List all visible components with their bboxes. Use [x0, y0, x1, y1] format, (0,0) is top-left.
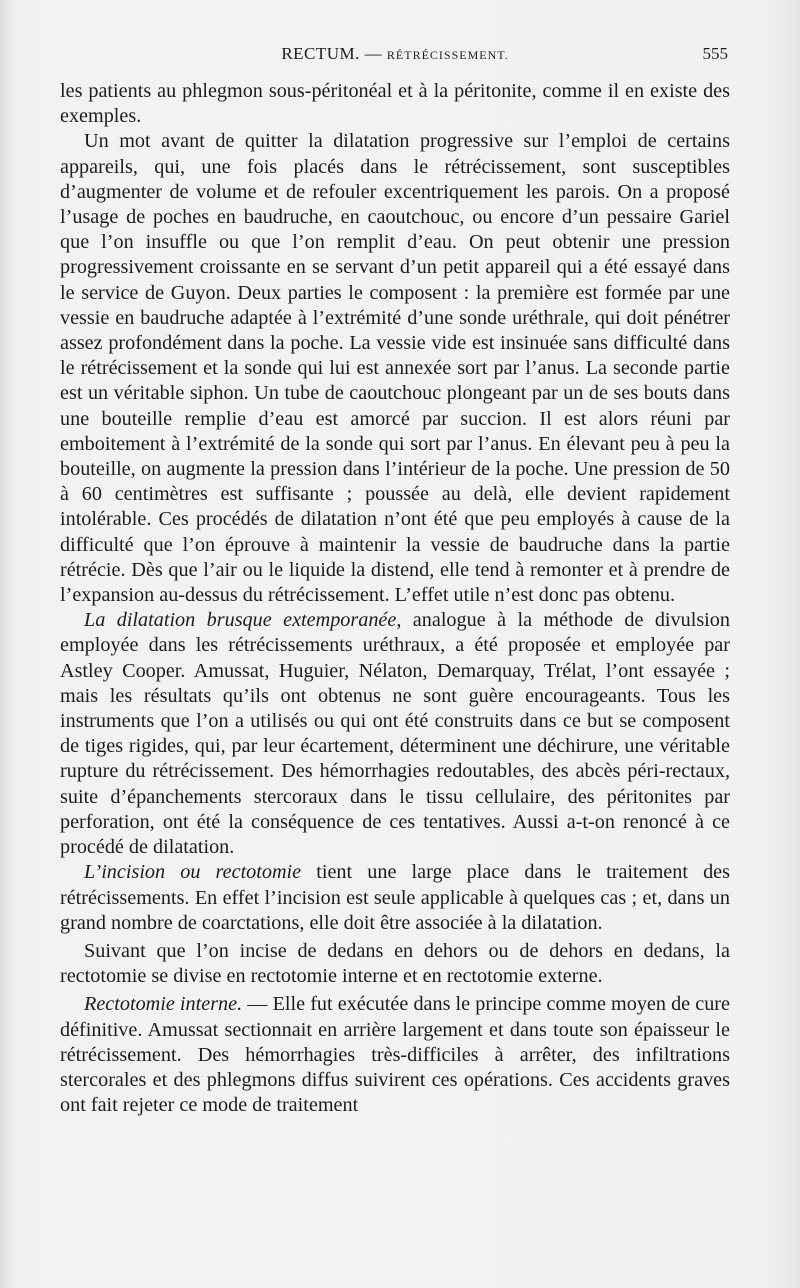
header-dash: —	[364, 44, 383, 63]
paragraph-lead-italic: La dilatation brusque extemporanée	[84, 609, 397, 632]
body-text	[60, 79, 730, 1118]
paragraph	[60, 79, 730, 129]
header-subtitle: RÉTRÉCISSEMENT.	[386, 48, 509, 62]
paragraph-text: tient une large place dans le traitement des rétrécissements. En effet l’incision est seule applicable à quelques cas ; et, dans un grand nombre de coarctations, elle doit être associée à la dilatation.	[60, 861, 730, 934]
running-head	[60, 44, 730, 72]
paragraph-lead-italic: Rectotomie interne.	[84, 993, 243, 1016]
paragraph-text: , analogue à la méthode de divulsion employée dans les rétrécissements uréthraux, a été proposée et employée par Astley Cooper. Amussat, Huguier, Nélaton, Demarquay, Trélat, l’ont essayée ; mais les résultats qu’ils ont obtenus ne sont guère encourageants. Tous les instruments que l’on a utilisés ou qui ont été construits dans ce but se composent de tiges rigides, qui, par leur écartement, déterminent une déchirure, une véritable rupture du rétrécissement. Des hémorrhagies redoutables, des abcès péri-rectaux, suite d’épanchements stercoraux dans le tissu cellulaire, des péritonites par perforation, ont été la conséquence de ces tentatives. Aussi a-t-on renoncé à ce procédé de dilatation.	[60, 609, 730, 859]
paragraph-text: Suivant que l’on incise de dedans en dehors ou de dehors en dedans, la rectotomie se divise en rectotomie interne et en rectotomie externe.	[60, 939, 730, 988]
paragraph-text: Un mot avant de quitter la dilatation progressive sur l’emploi de certains appareils, qui, une fois placés dans le rétrécissement, sont susceptibles d’augmenter de volume et de refouler excentriquement les parois. On a proposé l’usage de poches en baudruche, en caoutchouc, ou encore d’un pessaire Gariel que l’on insuffle ou que l’on remplit d’eau. On peut obtenir une pression progressivement croissante en se servant d’un petit appareil qui a été essayé dans le service de Guyon. Deux parties le composent : la première est formée par une vessie en baudruche adaptée à l’extrémité d’une sonde uréthrale, qui doit pénétrer assez profondément dans la poche. La vessie vide est insinuée sans difficulté dans le rétrécissement et la sonde qui lui est annexée sort par l’anus. La seconde partie est un véritable siphon. Un tube de caoutchouc plongeant par un de ses bouts dans une bouteille remplie d’eau est amorcé par succion. Il est alors réuni par emboitement à l’extrémité de la sonde qui sort par l’anus. En élevant peu à peu la bouteille, on augmente la pression dans l’intérieur de la poche. Une pression de 50 à 60 centimètres est suffisante ; poussée au delà, elle devient rapidement intolérable. Ces procédés de dilatation n’ont été que peu employés à cause de la difficulté que l’on éprouve à maintenir la vessie de baudruche dans la partie rétrécie. Dès que l’air ou le liquide la distend, elle tend à remonter et à prendre de l’expansion au-dessus du rétrécissement. L’effet utile n’est donc pas obtenu.	[60, 130, 730, 607]
paragraph-lead-italic: L’incision ou rectotomie	[84, 861, 302, 884]
paragraph	[60, 608, 730, 860]
paragraph-text: les patients au phlegmon sous-péritonéal et à la péritonite, comme il en existe des exemples.	[60, 80, 730, 128]
header-title: RECTUM.	[281, 44, 360, 63]
running-title	[60, 44, 730, 64]
paragraph-text: — Elle fut exécutée dans le principe comme moyen de cure définitive. Amussat sectionnait en arrière largement et dans toute son épaisseur le rétrécissement. Des hémorrhagies très-difficiles à arrêter, des infiltrations stercorales et des phlegmons diffus suivirent ces opérations. Ces accidents graves ont fait rejeter ce mode de traitement	[60, 993, 730, 1117]
paragraph	[60, 939, 730, 989]
paragraph	[60, 860, 730, 936]
page-number: 555	[702, 44, 728, 63]
paragraph	[60, 992, 730, 1118]
paragraph	[60, 129, 730, 608]
